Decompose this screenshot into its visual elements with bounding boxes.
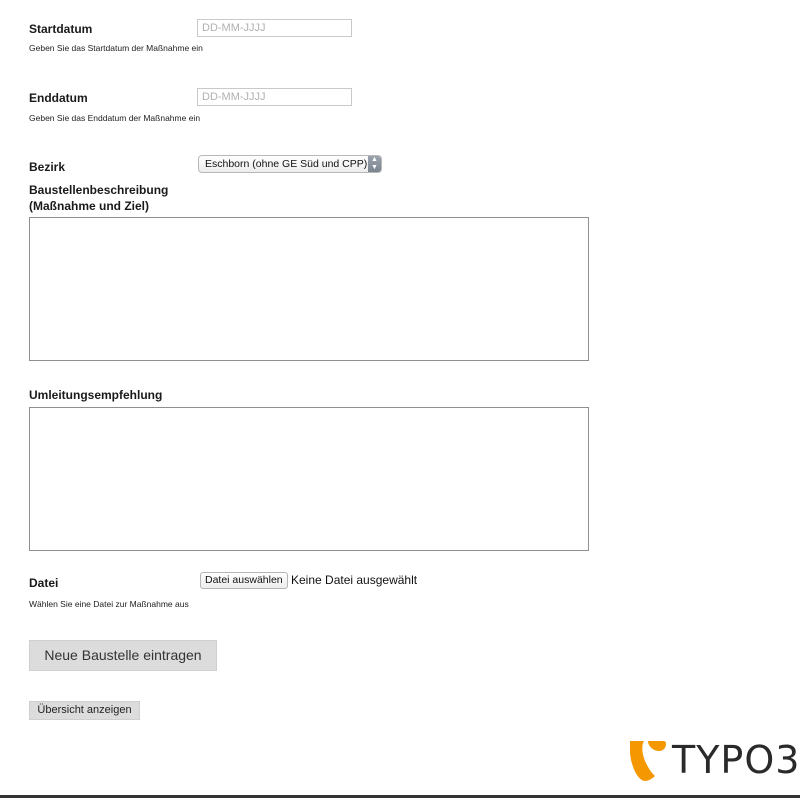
- detour-label: Umleitungsempfehlung: [29, 388, 163, 402]
- bottom-divider: [0, 795, 800, 798]
- submit-construction-site-button[interactable]: Neue Baustelle eintragen: [29, 640, 217, 671]
- file-status-text: Keine Datei ausgewählt: [291, 573, 418, 587]
- select-arrows-icon: ▲ ▼: [368, 156, 381, 172]
- description-label: [29, 182, 168, 214]
- start-date-label: Startdatum: [29, 22, 93, 36]
- description-label-line2: (Maßnahme und Ziel): [29, 199, 149, 213]
- end-date-hint: Geben Sie das Enddatum der Maßnahme ein: [29, 113, 201, 123]
- choose-file-button[interactable]: Datei auswählen: [200, 572, 288, 589]
- end-date-label: Enddatum: [29, 91, 88, 105]
- description-textarea[interactable]: [29, 217, 589, 361]
- show-overview-button[interactable]: Übersicht anzeigen: [29, 701, 140, 720]
- district-select[interactable]: [198, 155, 382, 173]
- district-label: Bezirk: [29, 160, 66, 174]
- typo3-logo-icon: [628, 738, 668, 782]
- description-label-line1: Baustellenbeschreibung: [29, 183, 169, 197]
- end-date-input[interactable]: [197, 88, 352, 106]
- start-date-input[interactable]: [197, 19, 352, 37]
- typo3-logo-text: TYPO3: [672, 738, 800, 782]
- district-selected-value: Eschborn (ohne GE Süd und CPP): [205, 158, 368, 170]
- detour-textarea[interactable]: [29, 407, 589, 551]
- file-hint: Wählen Sie eine Datei zur Maßnahme aus: [29, 599, 189, 609]
- file-label: Datei: [29, 576, 59, 590]
- start-date-hint: Geben Sie das Startdatum der Maßnahme ein: [29, 43, 203, 53]
